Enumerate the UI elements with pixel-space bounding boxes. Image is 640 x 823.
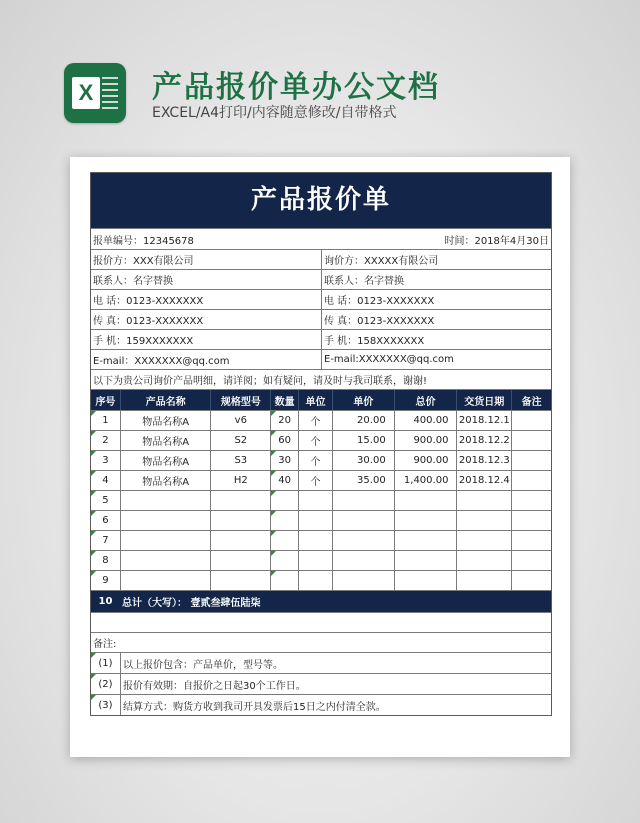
- table-cell: [298, 551, 332, 570]
- table-cell: [456, 551, 511, 570]
- page-header: [0, 0, 640, 140]
- supplier-info-cell: 联系人：名字替换: [93, 276, 173, 287]
- table-cell: [332, 531, 394, 550]
- customer-info-cell: 询价方：XXXXX有限公司: [321, 250, 551, 269]
- table-cell: [120, 491, 211, 510]
- column-header: 备注: [511, 390, 551, 410]
- table-cell: [511, 471, 551, 490]
- table-cell: S2: [210, 431, 270, 450]
- table-row: [91, 530, 551, 550]
- page-subtitle: EXCEL/A4打印/内容随意修改/自带格式: [152, 105, 397, 121]
- table-cell: 物品名称A: [120, 451, 211, 470]
- table-cell: [270, 551, 298, 570]
- intro-row: [91, 369, 551, 389]
- note-text: 以上报价包含：产品单价，型号等。: [120, 653, 285, 673]
- notes-section: [91, 652, 551, 715]
- table-cell: [511, 431, 551, 450]
- sheet-title: 产品报价单: [91, 173, 551, 228]
- customer-info-cell: 手 机：158XXXXXXX: [321, 330, 551, 349]
- table-row: [91, 510, 551, 530]
- table-cell: [394, 511, 457, 530]
- table-cell: 1,400.00: [394, 471, 457, 490]
- note-text: 结算方式：购货方收到我司开具发票后15日之内付清全款。: [120, 695, 388, 715]
- quotation-sheet: [90, 172, 552, 716]
- table-cell: 8: [91, 551, 120, 570]
- supplier-info-cell: 报价方：XXX有限公司: [93, 256, 194, 267]
- table-cell: [270, 511, 298, 530]
- table-cell: 2: [91, 431, 120, 450]
- column-header: 规格型号: [210, 390, 270, 410]
- items-table-header: [91, 389, 551, 410]
- table-cell: 个: [298, 411, 332, 430]
- customer-info-cell: E-mail:XXXXXXX@qq.com: [321, 350, 551, 369]
- total-amount-words: 总计（大写）： 壹贰叁肆伍陆柒: [122, 598, 261, 609]
- table-cell: [298, 511, 332, 530]
- table-cell: 2018.12.2: [456, 431, 511, 450]
- table-cell: 9: [91, 571, 120, 590]
- table-cell: 物品名称A: [120, 431, 211, 450]
- table-cell: [210, 551, 270, 570]
- table-cell: 30.00: [332, 451, 394, 470]
- table-cell: [456, 511, 511, 530]
- excel-icon: [64, 63, 126, 123]
- customer-info-cell: 联系人：名字替换: [321, 270, 551, 289]
- table-cell: [511, 571, 551, 590]
- table-cell: [394, 571, 457, 590]
- table-cell: [511, 511, 551, 530]
- column-header: 单位: [298, 390, 332, 410]
- total-number: 10: [98, 596, 113, 607]
- table-cell: [120, 511, 211, 530]
- table-cell: [456, 531, 511, 550]
- table-cell: [298, 531, 332, 550]
- table-cell: 个: [298, 451, 332, 470]
- table-cell: 900.00: [394, 451, 457, 470]
- column-header: 交货日期: [456, 390, 511, 410]
- table-cell: v6: [210, 411, 270, 430]
- table-cell: [511, 531, 551, 550]
- table-cell: [210, 571, 270, 590]
- note-index: (1): [91, 653, 120, 673]
- table-cell: [394, 551, 457, 570]
- table-cell: [120, 571, 211, 590]
- table-cell: [511, 551, 551, 570]
- note-row: [91, 673, 551, 694]
- table-cell: 个: [298, 471, 332, 490]
- customer-info-cell: 电 话：0123-XXXXXXX: [321, 290, 551, 309]
- table-cell: 6: [91, 511, 120, 530]
- table-row: [91, 490, 551, 510]
- table-row: [91, 550, 551, 570]
- table-cell: 400.00: [394, 411, 457, 430]
- table-cell: [120, 551, 211, 570]
- note-text: 报价有效期：自报价之日起30个工作日。: [120, 674, 308, 694]
- total-row: [91, 590, 551, 612]
- table-cell: 20.00: [332, 411, 394, 430]
- table-cell: 物品名称A: [120, 471, 211, 490]
- table-cell: 个: [298, 431, 332, 450]
- customer-info-cell: 传 真：0123-XXXXXXX: [321, 310, 551, 329]
- column-header: 序号: [95, 396, 116, 408]
- table-cell: [210, 531, 270, 550]
- table-cell: [270, 531, 298, 550]
- table-cell: [298, 491, 332, 510]
- table-cell: [210, 511, 270, 530]
- table-cell: 35.00: [332, 471, 394, 490]
- column-header: 数量: [270, 390, 298, 410]
- table-cell: 900.00: [394, 431, 457, 450]
- column-header: 总价: [394, 390, 457, 410]
- table-cell: 2018.12.4: [456, 471, 511, 490]
- table-cell: [511, 491, 551, 510]
- intro-text: 以下为贵公司询价产品明细，请详阅；如有疑问，请及时与我司联系，谢谢!: [93, 376, 428, 387]
- page-title: 产品报价单办公文档: [152, 70, 440, 105]
- table-cell: 2018.12.3: [456, 451, 511, 470]
- table-cell: [120, 531, 211, 550]
- table-cell: [511, 451, 551, 470]
- table-cell: 60: [270, 431, 298, 450]
- column-header: 单价: [332, 390, 394, 410]
- supplier-info-cell: 传 真：0123-XXXXXXX: [93, 316, 204, 327]
- table-cell: H2: [210, 471, 270, 490]
- quote-date: 时间：2018年4月30日: [444, 235, 549, 247]
- contact-info-row: [91, 249, 551, 269]
- table-cell: S3: [210, 451, 270, 470]
- contact-info-row: [91, 289, 551, 309]
- table-cell: 3: [91, 451, 120, 470]
- table-cell: [394, 491, 457, 510]
- table-cell: [270, 571, 298, 590]
- table-cell: 7: [91, 531, 120, 550]
- table-row: [91, 450, 551, 470]
- supplier-info-cell: E-mail：XXXXXXX@qq.com: [93, 356, 230, 367]
- contact-info-row: [91, 269, 551, 289]
- quote-number: 报单编号：12345678: [93, 235, 194, 247]
- notes-label-row: [91, 632, 551, 652]
- table-cell: [456, 491, 511, 510]
- table-row: [91, 470, 551, 490]
- items-table-body: [91, 410, 551, 590]
- excel-icon-letter: X: [72, 77, 100, 109]
- table-row: [91, 430, 551, 450]
- table-cell: 30: [270, 451, 298, 470]
- table-cell: [332, 571, 394, 590]
- quote-meta-cell: [91, 229, 551, 249]
- table-cell: 4: [91, 471, 120, 490]
- contact-info-row: [91, 329, 551, 349]
- table-cell: [394, 531, 457, 550]
- contact-info-row: [91, 349, 551, 369]
- table-cell: [332, 511, 394, 530]
- table-cell: 1: [91, 411, 120, 430]
- table-cell: 2018.12.1: [456, 411, 511, 430]
- document-paper: [70, 157, 570, 757]
- contact-info-row: [91, 309, 551, 329]
- table-cell: 物品名称A: [120, 411, 211, 430]
- table-cell: [270, 491, 298, 510]
- table-cell: [210, 491, 270, 510]
- supplier-info-cell: 电 话：0123-XXXXXXX: [93, 296, 204, 307]
- table-cell: [332, 551, 394, 570]
- table-cell: [332, 491, 394, 510]
- note-row: [91, 652, 551, 673]
- excel-grid-icon: [102, 77, 118, 109]
- table-cell: 20: [270, 411, 298, 430]
- blank-row: [91, 612, 551, 632]
- column-header: 产品名称: [120, 390, 211, 410]
- note-row: [91, 694, 551, 715]
- table-cell: 5: [91, 491, 120, 510]
- supplier-info-cell: 手 机：159XXXXXXX: [93, 336, 194, 347]
- contact-info-section: [91, 249, 551, 369]
- note-index: (3): [91, 695, 120, 715]
- quote-meta-row: [91, 228, 551, 249]
- table-cell: [456, 571, 511, 590]
- table-cell: [511, 411, 551, 430]
- table-row: [91, 570, 551, 590]
- notes-label: 备注:: [93, 639, 117, 650]
- table-row: [91, 410, 551, 430]
- table-cell: 15.00: [332, 431, 394, 450]
- table-cell: [298, 571, 332, 590]
- note-index: (2): [91, 674, 120, 694]
- table-cell: 40: [270, 471, 298, 490]
